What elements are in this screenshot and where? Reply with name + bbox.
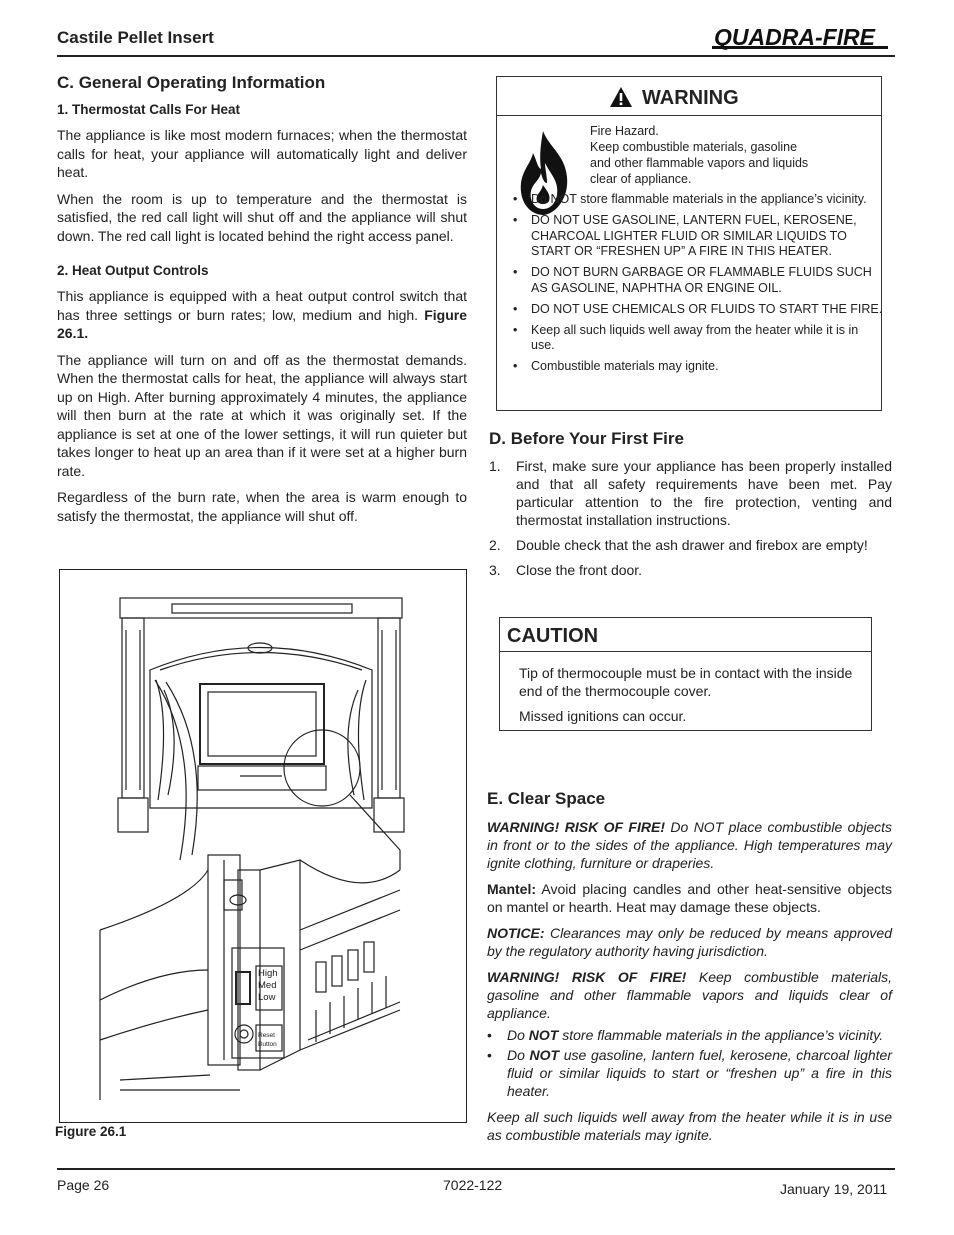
section-heading: C. General Operating Information (57, 73, 326, 92)
paragraph: The appliance is like most modern furnaces; when the thermostat calls for heat, your appliance will automatically light and deliver heat. (57, 127, 467, 180)
mantel-label: Mantel: (487, 881, 536, 897)
bullet-text: store flammable materials in the appliance’s vicinity. (558, 1027, 884, 1043)
list-number: 1. (489, 458, 501, 474)
list-item: • Do NOT store flammable materials in the appliance’s vicinity. (511, 192, 883, 208)
warning-paragraph (487, 818, 892, 872)
logo-text: QUADRA-FIRE (714, 24, 875, 50)
stove-illustration (60, 570, 466, 1122)
list-number: 3. (489, 562, 501, 578)
document-title: Castile Pellet Insert (57, 28, 214, 47)
section-heading: D. Before Your First Fire (489, 429, 684, 448)
document-date: January 19, 2011 (780, 1181, 888, 1197)
bullet-emphasis: NOT (528, 1027, 559, 1043)
bullet-text: Do (507, 1027, 529, 1043)
list-item: • DO NOT USE GASOLINE, LANTERN FUEL, KEROSENE, CHARCOAL LIGHTER FLUID OR SIMILAR LIQUIDS TO START OR “FRESHEN UP” A FIRE IN THIS HEATER. (511, 213, 883, 260)
paragraph (57, 287, 467, 343)
mantel-paragraph (487, 880, 892, 916)
switch-label-high: High (258, 968, 278, 979)
list-item (489, 561, 892, 579)
warning-box (496, 76, 882, 411)
section-heading: E. Clear Space (487, 789, 606, 808)
caution-body (519, 664, 854, 732)
page-number: Page 26 (57, 1177, 110, 1193)
document-number: 7022-122 (443, 1177, 503, 1193)
warning-label: WARNING! RISK OF FIRE! (487, 969, 687, 985)
mantel-text: Avoid placing candles and other heat-sensitive objects on mantel or hearth. Heat may damage these objects. (487, 881, 892, 915)
reset-label: Reset (258, 1032, 275, 1039)
subsection-heading: 2. Heat Output Controls (57, 263, 209, 278)
brand-logo (712, 24, 892, 56)
section-clear-space (487, 789, 892, 1152)
section-general-operating (57, 73, 467, 533)
list-number: 2. (489, 537, 501, 553)
paragraph-text: This appliance is equipped with a heat output control switch that has three settings or burn rates; low, medium and high. (57, 288, 467, 323)
paragraph: Regardless of the burn rate, when the area is warm enough to satisfy the thermostat, the appliance will shut off. (57, 489, 467, 524)
warning-triangle-icon (609, 86, 633, 108)
warning-title: WARNING (642, 87, 739, 109)
figure-frame (59, 569, 467, 1123)
list-text: Close the front door. (516, 562, 643, 578)
caution-text: Tip of thermocouple must be in contact with the inside end of the thermocouple cover. (519, 665, 853, 699)
paragraph: The appliance will turn on and off as the thermostat demands. When the thermostat calls for heat, the appliance will always start up on High. After burning approximately 4 minutes, the appliance will then burn at the rate at which it was originally set. If the appliance is set at one of the lower settings, it will run quieter but takes longer to heat up an area than if it were set at a higher burn rate. (57, 351, 467, 479)
button-label: Button (258, 1041, 277, 1048)
warning-text: Do NOT place combustible objects in front or to the sides of the appliance. High temperatures may ignite clothing, furniture or draperies. (487, 819, 892, 871)
figure-reference: Figure 26.1. (57, 306, 467, 341)
list-text: Double check that the ash drawer and firebox are empty! (516, 537, 868, 553)
fire-hazard-line: clear of appliance. (590, 172, 692, 186)
subsection-heading: 1. Thermostat Calls For Heat (57, 102, 241, 117)
fire-hazard-line: Keep combustible materials, gasoline (590, 140, 798, 154)
footer-rule (57, 1168, 895, 1170)
caution-box (499, 617, 872, 731)
list-item: • Combustible materials may ignite. (511, 359, 883, 375)
bullet-emphasis: NOT (529, 1047, 560, 1063)
list-item (489, 457, 892, 529)
figure-caption: Figure 26.1 (55, 1124, 127, 1139)
caution-title: CAUTION (507, 625, 599, 647)
list-item: • Keep all such liquids well away from the heater while it is in use. (511, 323, 883, 355)
bullet-item (487, 1026, 892, 1044)
numbered-list (489, 457, 892, 579)
caution-text: Missed ignitions can occur. (519, 708, 687, 724)
list-item (489, 536, 892, 554)
header-rule (57, 55, 895, 57)
notice-text: Clearances may only be reduced by means approved by the regulatory authority having jurisdiction. (487, 925, 892, 959)
warning-header (497, 77, 881, 116)
closing-paragraph: Keep all such liquids well away from the heater while it is in use as combustible materials may ignite. (487, 1109, 892, 1143)
notice-paragraph (487, 924, 892, 960)
section-before-first-fire (489, 429, 892, 586)
notice-label: NOTICE: (487, 925, 545, 941)
warning-label: WARNING! RISK OF FIRE! (487, 819, 665, 835)
paragraph: When the room is up to temperature and the thermostat is satisfied, the red call light will shut off and the appliance will shut down. The red call light is located behind the right access panel. (57, 190, 467, 244)
list-item: • DO NOT USE CHEMICALS OR FLUIDS TO START THE FIRE. (511, 302, 883, 318)
list-item: • DO NOT BURN GARBAGE OR FLAMMABLE FLUIDS SUCH AS GASOLINE, NAPHTHA OR ENGINE OIL. (511, 265, 883, 297)
warning-text: Keep combustible materials, gasoline and other flammable vapors and liquids clear of appliance. (487, 969, 892, 1021)
bullet-item (487, 1046, 892, 1100)
list-text: First, make sure your appliance has been properly installed and that all safety requirements have been met. Pay particular attention to the fire protection, venting and thermostat installation instructions. (516, 458, 892, 528)
warning-paragraph (487, 968, 892, 1022)
caution-header (500, 618, 871, 652)
switch-label-med: Med (258, 980, 277, 991)
warning-list (511, 192, 883, 380)
fire-hazard-line: and other flammable vapors and liquids (590, 156, 809, 170)
fire-hazard-text (590, 123, 808, 187)
fire-hazard-line: Fire Hazard. (590, 124, 659, 138)
bullet-text: Do (507, 1047, 530, 1063)
switch-label-low: Low (258, 992, 276, 1003)
bullet-text: use gasoline, lantern fuel, kerosene, charcoal lighter fluid or similar liquids to start or “freshen up” a fire in this heater. (507, 1047, 892, 1099)
